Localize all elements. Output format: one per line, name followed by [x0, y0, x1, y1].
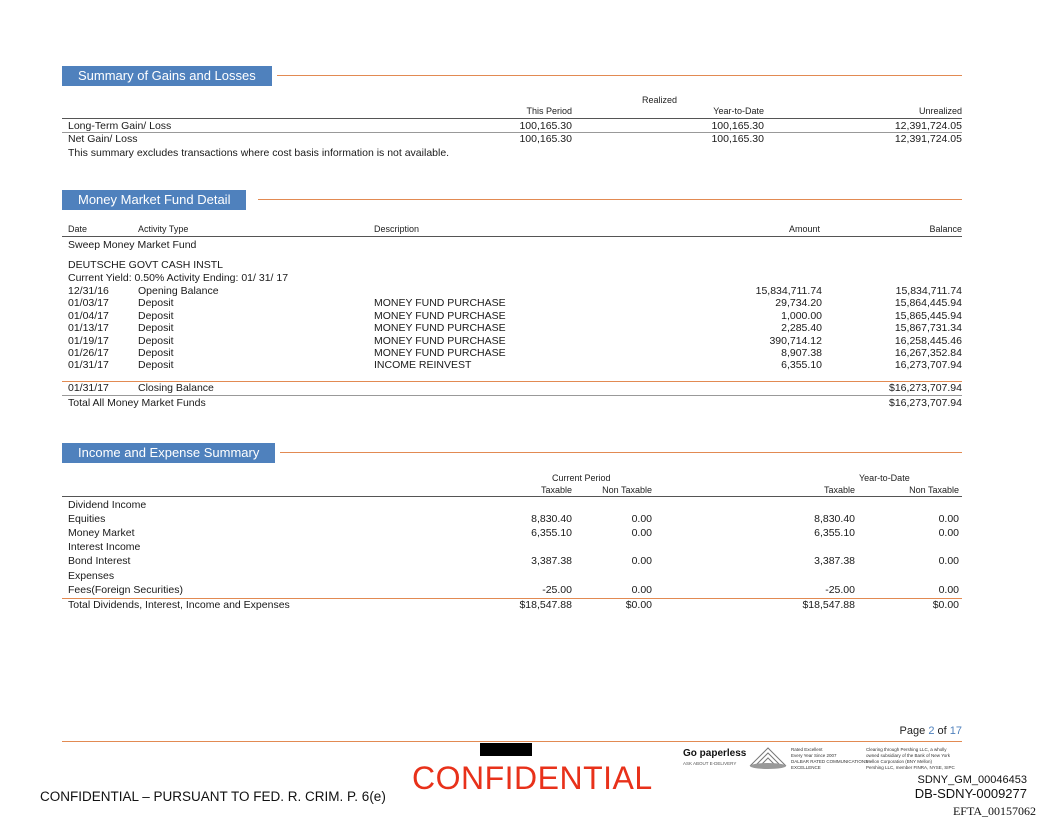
section-rule [277, 75, 962, 76]
col-unrealized: Unrealized [918, 106, 962, 116]
total-rule [62, 395, 962, 396]
page-total: 17 [949, 725, 962, 737]
row-activity: Deposit [138, 359, 174, 371]
bates-number-2: DB-SDNY-0009277 [914, 786, 1027, 801]
row-amount: 390,714.12 [769, 335, 822, 347]
row-ytd-non-taxable: 0.00 [938, 527, 959, 539]
row-ytd: 100,165.30 [711, 133, 764, 145]
award-logo-icon [746, 744, 790, 770]
row-ytd-taxable: 8,830.40 [814, 513, 855, 525]
row-description: MONEY FUND PURCHASE [374, 347, 506, 359]
gains-header [62, 66, 962, 86]
row-label: Interest Income [68, 541, 141, 553]
row-activity: Deposit [138, 322, 174, 334]
col-ytd-non-taxable: Non Taxable [909, 485, 959, 495]
row-amount: 6,355.10 [781, 359, 822, 371]
row-unrealized: 12,391,724.05 [894, 120, 962, 132]
go-paperless-block [683, 748, 747, 766]
row-balance: 15,867,731.34 [894, 322, 962, 334]
row-label: Money Market [68, 527, 135, 539]
row-ytd-taxable: 3,387.38 [814, 555, 855, 567]
row-label: Equities [68, 513, 106, 525]
col-cp-non-taxable: Non Taxable [602, 485, 652, 495]
section-rule [258, 199, 962, 200]
bates-number-1: SDNY_GM_00046453 [917, 774, 1027, 786]
row-balance: 15,865,445.94 [894, 310, 962, 322]
bates-number-3: EFTA_00157062 [952, 804, 1036, 818]
col-cp-taxable: Taxable [540, 485, 572, 495]
award-text: Rated Excellent Every Year Since 2007 DALBAR RATED COMMUNICATIONS EXCELLENCE [791, 747, 869, 770]
col-amount: Amount [788, 224, 820, 234]
row-label: Bond Interest [68, 555, 131, 567]
confidential-stamp: CONFIDENTIAL [412, 760, 653, 796]
row-ytd-non-taxable: 0.00 [938, 584, 959, 596]
income-header [62, 443, 962, 463]
row-activity: Deposit [138, 347, 174, 359]
row-ytd-non-taxable: 0.00 [938, 513, 959, 525]
row-rule [62, 132, 962, 133]
clearing-text: Clearing through Pershing LLC, a wholly owned subsidiary of the Bank of New York Mellon Corporation (BNY Mellon) Pershing LLC, member FINRA, NYSE, SIPC [866, 747, 955, 770]
row-unrealized: 12,391,724.05 [894, 133, 962, 145]
total-ytd-taxable: $18,547.88 [802, 599, 855, 611]
row-label: Long-Term Gain/ Loss [68, 120, 172, 132]
col-date: Date [68, 224, 88, 234]
row-balance: 16,273,707.94 [894, 359, 962, 371]
total-cp-non-taxable: $0.00 [625, 599, 652, 611]
fund-name: DEUTSCHE GOVT CASH INSTL [68, 259, 223, 271]
total-label: Total All Money Market Funds [68, 397, 206, 409]
row-balance: 15,834,711.74 [895, 285, 962, 297]
col-ytd-taxable: Taxable [823, 485, 855, 495]
row-balance: 16,267,352.84 [894, 347, 962, 359]
row-ytd-taxable: -25.00 [825, 584, 855, 596]
row-amount: 15,834,711.74 [755, 285, 822, 297]
row-label: Net Gain/ Loss [68, 133, 138, 145]
header-rule [62, 496, 962, 497]
row-date: 01/03/17 [68, 297, 109, 309]
confidential-left: CONFIDENTIAL – PURSUANT TO FED. R. CRIM. P. 6(e) [40, 789, 386, 804]
col-activity: Activity Type [138, 224, 189, 234]
go-paperless-title: Go paperless [683, 748, 747, 759]
row-date: 01/31/17 [68, 359, 109, 371]
row-date: 01/26/17 [68, 347, 109, 359]
row-cp-taxable: 8,830.40 [531, 513, 572, 525]
row-amount: 2,285.40 [781, 322, 822, 334]
row-cp-taxable: 6,355.10 [531, 527, 572, 539]
closing-balance: $16,273,707.94 [889, 382, 962, 394]
row-date: 01/13/17 [68, 322, 109, 334]
row-date: 12/31/16 [68, 285, 109, 297]
section-rule [280, 452, 962, 453]
row-this-period: 100,165.30 [519, 133, 572, 145]
money-market-section [62, 190, 962, 409]
row-cp-non-taxable: 0.00 [631, 527, 652, 539]
page-number [900, 725, 962, 737]
row-amount: 8,907.38 [781, 347, 822, 359]
page-of: of [937, 725, 947, 737]
closing-activity: Closing Balance [138, 382, 214, 394]
row-activity: Deposit [138, 335, 174, 347]
col-ytd: Year-to-Date [713, 106, 764, 116]
row-date: 01/04/17 [68, 310, 109, 322]
gains-note: This summary excludes transactions where cost basis information is not available. [68, 147, 450, 159]
ask-edelivery: ASK ABOUT E-DELIVERY [683, 761, 737, 766]
row-date: 01/19/17 [68, 335, 109, 347]
row-label: Dividend Income [68, 499, 147, 511]
ytd-label: Year-to-Date [859, 473, 910, 483]
col-this-period: This Period [526, 106, 572, 116]
row-cp-non-taxable: 0.00 [631, 584, 652, 596]
total-balance: $16,273,707.94 [889, 397, 962, 409]
row-description: MONEY FUND PURCHASE [374, 322, 506, 334]
section-title: Money Market Fund Detail [62, 190, 246, 210]
row-description: MONEY FUND PURCHASE [374, 335, 506, 347]
row-description: MONEY FUND PURCHASE [374, 297, 506, 309]
gains-section [62, 66, 962, 159]
row-label: Fees(Foreign Securities) [68, 584, 183, 596]
col-description: Description [374, 224, 420, 234]
realized-label: Realized [642, 95, 678, 105]
page-prefix: Page [899, 725, 926, 737]
row-ytd-non-taxable: 0.00 [938, 555, 959, 567]
current-period-label: Current Period [552, 473, 611, 483]
row-activity: Opening Balance [138, 285, 219, 297]
section-title: Summary of Gains and Losses [62, 66, 272, 86]
row-cp-non-taxable: 0.00 [631, 555, 652, 567]
row-balance: 15,864,445.94 [894, 297, 962, 309]
total-cp-taxable: $18,547.88 [519, 599, 572, 611]
footer-rule [62, 741, 962, 742]
row-ytd-taxable: 6,355.10 [814, 527, 855, 539]
header-rule [62, 118, 962, 119]
row-ytd: 100,165.30 [711, 120, 764, 132]
row-description: MONEY FUND PURCHASE [374, 310, 506, 322]
row-label: Expenses [68, 570, 115, 582]
row-activity: Deposit [138, 297, 174, 309]
section-title: Income and Expense Summary [62, 443, 275, 463]
total-label: Total Dividends, Interest, Income and Expenses [68, 599, 290, 611]
page-current: 2 [928, 725, 935, 737]
group-label: Sweep Money Market Fund [68, 239, 197, 251]
row-this-period: 100,165.30 [519, 120, 572, 132]
yield-line: Current Yield: 0.50% Activity Ending: 01/ 31/ 17 [68, 272, 289, 284]
header-rule [62, 236, 962, 237]
col-balance: Balance [929, 224, 962, 234]
row-description: INCOME REINVEST [374, 359, 472, 371]
closing-date: 01/31/17 [68, 382, 109, 394]
redaction-block [480, 743, 532, 756]
row-balance: 16,258,445.46 [894, 335, 962, 347]
row-amount: 29,734.20 [775, 297, 822, 309]
money-market-header [62, 190, 962, 210]
total-ytd-non-taxable: $0.00 [932, 599, 959, 611]
row-cp-non-taxable: 0.00 [631, 513, 652, 525]
row-amount: 1,000.00 [781, 310, 822, 322]
row-cp-taxable: -25.00 [542, 584, 572, 596]
row-cp-taxable: 3,387.38 [531, 555, 572, 567]
income-section [62, 443, 962, 611]
row-activity: Deposit [138, 310, 174, 322]
